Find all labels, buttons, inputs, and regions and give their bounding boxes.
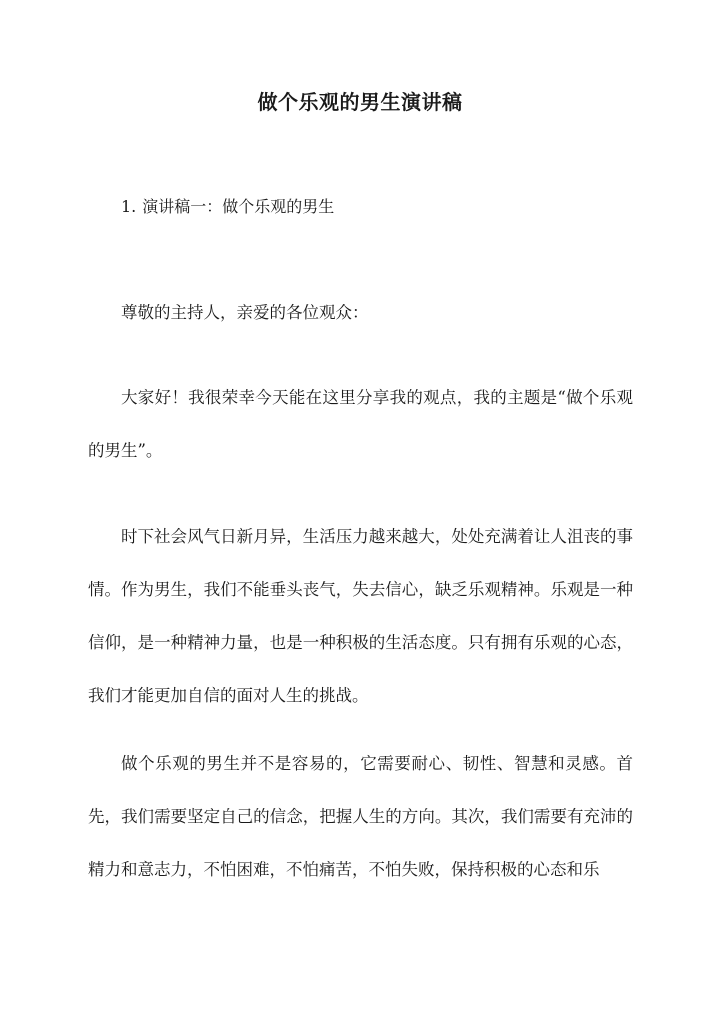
section-heading	[121, 193, 334, 221]
paragraph-intro: 大家好！我很荣幸今天能在这里分享我的观点，我的主题是“做个乐观的男生”。	[88, 388, 633, 460]
paragraph-greeting: 尊敬的主持人，亲爱的各位观众：	[121, 303, 369, 322]
paragraph-body-1: 时下社会风气日新月异，生活压力越来越大，处处充满着让人沮丧的事情。作为男生，我们不能垂头丧气，失去信心，缺乏乐观精神。乐观是一种信仰，是一种精神力量，也是一种积极的生活态度。只有拥有乐观的心态，我们才能更加自信的面对人生的挑战。	[88, 527, 633, 705]
section-number: 1.	[121, 197, 137, 216]
document-title: 做个乐观的男生演讲稿	[257, 90, 463, 114]
paragraph-body-2: 做个乐观的男生并不是容易的，它需要耐心、韧性、智慧和灵感。首先，我们需要坚定自己的信念，把握人生的方向。其次，我们需要有充沛的精力和意志力，不怕困难，不怕痛苦，不怕失败，保持积极的心态和乐	[88, 754, 633, 879]
section-label: 演讲稿一：做个乐观的男生	[142, 197, 335, 216]
